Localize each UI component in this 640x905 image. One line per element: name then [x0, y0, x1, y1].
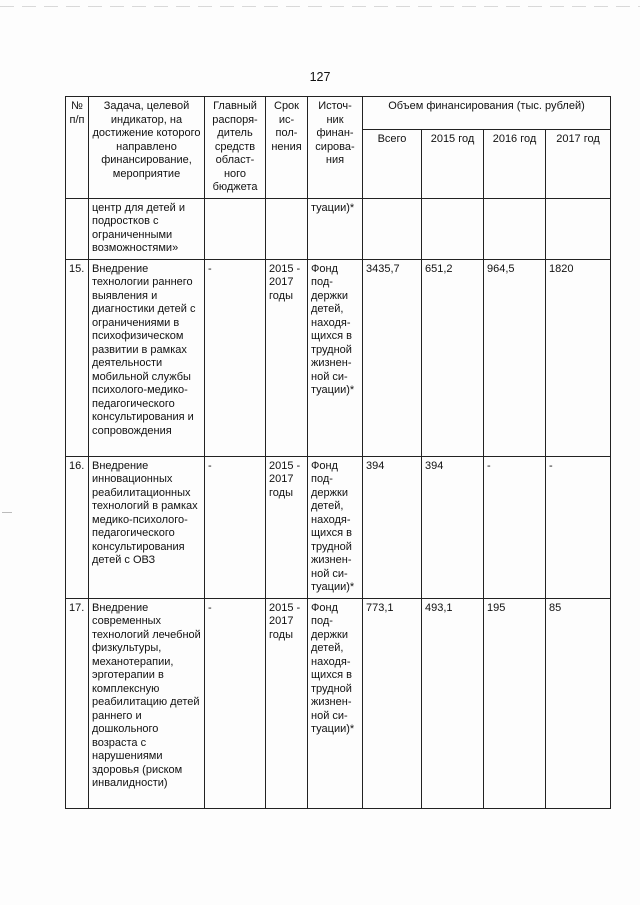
cell-term: 2015 - 2017 годы — [266, 598, 308, 808]
header-2016: 2016 год — [484, 130, 546, 198]
cell-num: 15. — [66, 259, 89, 456]
header-task: Задача, целевой индикатор, на достижение которого направлено финансирование, мероприятие — [89, 97, 205, 199]
financing-table — [65, 96, 611, 809]
header-2017: 2017 год — [546, 130, 611, 198]
header-source: Источ-ник финан-сирова-ния — [308, 97, 363, 199]
scan-mark — [2, 512, 12, 513]
cell-2016: 964,5 — [484, 259, 546, 456]
cell-manager: - — [205, 598, 266, 808]
cell-task: Внедрение технологии раннего выявления и диагностики детей с ограничениями в психофизическом развитии в рамках деятельности мобильной службы психолого-медико-педагогического консультирования и сопровождения — [89, 259, 205, 456]
header-2015: 2015 год — [422, 130, 484, 198]
cell-num — [66, 198, 89, 259]
cell-task: Внедрение современных технологий лечебной физкультуры, механотерапии, эрготерапии в комплексную реабилитацию детей раннего и дошкольного возраста с нарушениями здоровья (риском инвалидности) — [89, 598, 205, 808]
cell-2015 — [422, 198, 484, 259]
cell-source: Фонд под-держки детей, находя-щихся в трудной жизнен-ной си-туации)* — [308, 598, 363, 808]
cell-manager — [205, 198, 266, 259]
cell-2016 — [484, 198, 546, 259]
cell-task: Внедрение инновационных реабилитационных технологий в рамках медико-психолого-педагогического консультирования детей с ОВЗ — [89, 456, 205, 598]
table-row — [66, 456, 611, 598]
header-term: Срок ис-пол-нения — [266, 97, 308, 199]
cell-num: 16. — [66, 456, 89, 598]
header-row — [66, 97, 611, 130]
cell-2017: - — [546, 456, 611, 598]
cell-num: 17. — [66, 598, 89, 808]
cell-term: 2015 - 2017 годы — [266, 259, 308, 456]
header-funding-group: Объем финансирования (тыс. рублей) — [363, 97, 611, 130]
cell-2017: 1820 — [546, 259, 611, 456]
cell-total: 3435,7 — [363, 259, 422, 456]
cell-2015: 493,1 — [422, 598, 484, 808]
cell-source: туации)* — [308, 198, 363, 259]
cell-2016: - — [484, 456, 546, 598]
cell-total — [363, 198, 422, 259]
cell-2015: 394 — [422, 456, 484, 598]
cell-term — [266, 198, 308, 259]
scan-edge-line — [0, 6, 640, 7]
page-number: 127 — [309, 70, 331, 84]
table-row — [66, 259, 611, 456]
cell-source: Фонд под-держки детей, находя-щихся в трудной жизнен-ной си-туации)* — [308, 259, 363, 456]
cell-2016: 195 — [484, 598, 546, 808]
cell-total: 773,1 — [363, 598, 422, 808]
cell-2017 — [546, 198, 611, 259]
table-row — [66, 198, 611, 259]
header-num: № п/п — [66, 97, 89, 199]
cell-2015: 651,2 — [422, 259, 484, 456]
table-row — [66, 598, 611, 808]
cell-manager: - — [205, 456, 266, 598]
cell-term: 2015 - 2017 годы — [266, 456, 308, 598]
cell-total: 394 — [363, 456, 422, 598]
header-total: Всего — [363, 130, 422, 198]
cell-source: Фонд под-держки детей, находя-щихся в трудной жизнен-ной си-туации)* — [308, 456, 363, 598]
cell-manager: - — [205, 259, 266, 456]
cell-task: центр для детей и подростков с ограниченными возможностями» — [89, 198, 205, 259]
header-manager: Главный распоря-дитель средств област-ного бюджета — [205, 97, 266, 199]
cell-2017: 85 — [546, 598, 611, 808]
